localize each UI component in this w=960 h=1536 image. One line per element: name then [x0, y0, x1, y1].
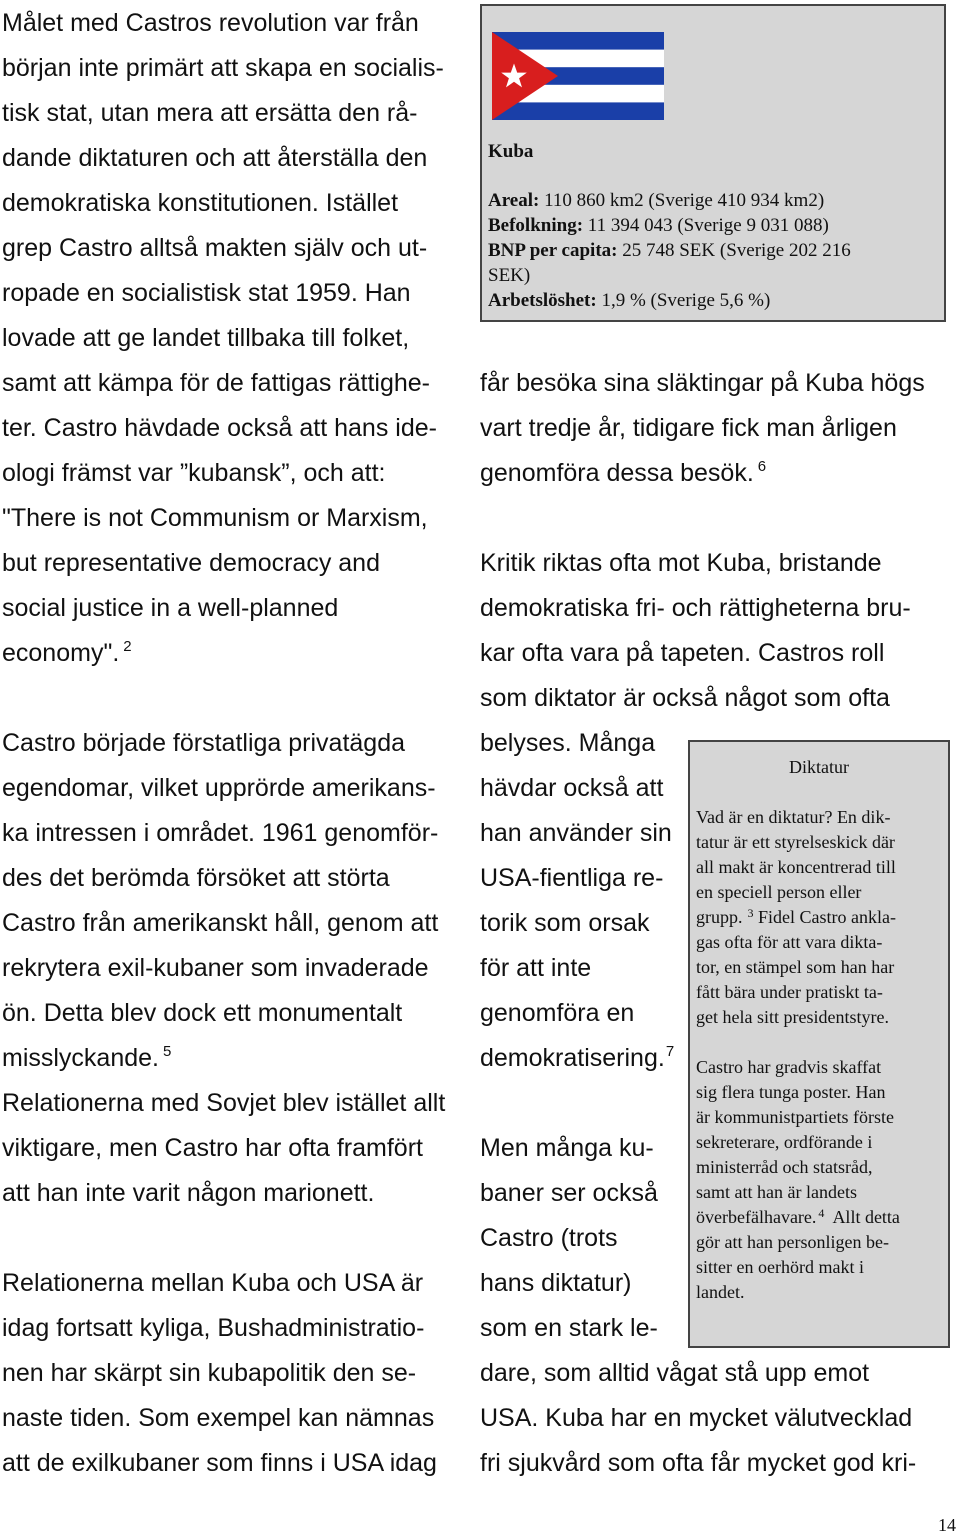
body-text-line: början inte primärt att skapa en socialis- [2, 54, 444, 82]
body-text-line: Kritik riktas ofta mot Kuba, bristande [480, 549, 882, 577]
info-box-line: Vad är en diktatur? En dik- [696, 807, 891, 827]
body-text-line: han använder sin [480, 819, 672, 847]
body-text-line: att han inte varit någon marionett. [2, 1179, 375, 1207]
info-box-line: sekreterare, ordförande i [696, 1132, 873, 1152]
body-text-line: belyses. Många [480, 729, 656, 757]
body-text-line: Målet med Castros revolution var från [2, 9, 419, 37]
info-box-line: landet. [696, 1282, 745, 1302]
info-box-line: gas ofta för att vara dikta- [696, 932, 883, 952]
fact-gdp-cont: SEK) [488, 265, 531, 286]
body-text-line: USA-fientliga re- [480, 864, 664, 892]
body-text-line: dande diktaturen och att återställa den [2, 144, 428, 172]
body-text-line: samt att kämpa för de fattigas rättighe- [2, 369, 430, 397]
body-text-line: Castro började förstatliga privatägda [2, 729, 406, 757]
fact-box-title: Kuba [488, 141, 534, 162]
body-text-line: Relationerna mellan Kuba och USA är [2, 1269, 424, 1297]
body-text-line: som diktator är också något som ofta [480, 684, 890, 712]
info-box-line: tatur är ett styrelseskick där [696, 832, 895, 852]
body-text-line: misslyckande. $^5$ [2, 1043, 172, 1072]
body-text-line: ka intressen i området. 1961 genomför- [2, 819, 439, 847]
fact-gdp: BNP per capita: 25 748 SEK (Sverige 202 216 [488, 240, 851, 261]
body-text-line: ologi främst var ”kubansk”, och att: [2, 459, 386, 487]
footnote-ref: 6 [757, 458, 767, 475]
info-box-title: Diktatur [789, 757, 849, 777]
info-box-line: är kommunistpartiets förste [696, 1107, 894, 1127]
quote-line: but representative democracy and [2, 549, 380, 577]
body-text-line: tisk stat, utan mera att ersätta den rå- [2, 99, 418, 127]
cuba-flag-icon [492, 32, 664, 120]
body-text-line: genomföra en [480, 999, 635, 1027]
info-box-line: samt att han är landets [696, 1182, 857, 1202]
info-box-line: sitter en oerhörd makt i [696, 1257, 864, 1277]
body-text-line: rekrytera exil-kubaner som invaderade [2, 954, 429, 982]
page-number: 14 [938, 1515, 956, 1535]
info-box-line: överbefälhavare. $^4$ Allt detta [696, 1206, 900, 1227]
footnote-ref: 2 [123, 638, 132, 655]
body-text-line: fri sjukvård som ofta får mycket god kri- [480, 1449, 917, 1477]
footnote-ref: 4 [818, 1206, 825, 1220]
body-text-line: får besöka sina släktingar på Kuba högs [480, 369, 925, 397]
body-text-line: genomföra dessa besök. $^6$ [480, 458, 767, 487]
dictatorship-info-box [688, 740, 950, 1348]
body-text-line: naste tiden. Som exempel kan nämnas [2, 1404, 435, 1432]
country-fact-box [480, 4, 946, 322]
body-text-line: ter. Castro hävdade också att hans ide- [2, 414, 437, 442]
body-text-line: Relationerna med Sovjet blev istället allt [2, 1089, 446, 1117]
info-box-line: en speciell person eller [696, 882, 862, 902]
info-box-line: get hela sitt presidentstyre. [696, 1007, 889, 1027]
info-box-line: sig flera tunga poster. Han [696, 1082, 886, 1102]
body-text-line: baner ser också [480, 1179, 658, 1207]
body-text-line: hans diktatur) [480, 1269, 632, 1297]
body-text-line: demokratiska fri- och rättigheterna bru- [480, 594, 911, 622]
body-text-line: ön. Detta blev dock ett monumentalt [2, 999, 403, 1027]
body-text-line: Castro (trots [480, 1224, 618, 1252]
body-text-line: des det berömda försöket att störta [2, 864, 390, 892]
body-text-line: Castro från amerikanskt håll, genom att [2, 909, 439, 937]
footnote-ref: 7 [665, 1043, 675, 1060]
body-text-line: USA. Kuba har en mycket välutvecklad [480, 1404, 913, 1432]
footnote-ref: 3 [747, 906, 754, 920]
body-text-line: nen har skärpt sin kubapolitik den se- [2, 1359, 417, 1387]
body-text-line: demokratisering.$^7$ [480, 1043, 675, 1072]
info-box-line: ministerråd och statsråd, [696, 1157, 873, 1177]
body-text-line: viktigare, men Castro har ofta framfört [2, 1134, 423, 1162]
body-text-line: ropade en socialistisk stat 1959. Han [2, 279, 411, 307]
quote-line: social justice in a well-planned [2, 594, 339, 622]
fact-unemployment: Arbetslöshet: 1,9 % (Sverige 5,6 %) [488, 290, 771, 311]
info-box-line: Castro har gradvis skaffat [696, 1057, 882, 1077]
quote-line: economy". $^2$ [2, 638, 132, 667]
body-text-line: grep Castro alltså makten själv och ut- [2, 234, 428, 262]
info-box-line: fått bära under pratiskt ta- [696, 982, 883, 1002]
body-text-line: för att inte [480, 954, 592, 982]
info-box-line: all makt är koncentrerad till [696, 857, 896, 877]
body-text-line: hävdar också att [480, 774, 664, 802]
body-text-line: vart tredje år, tidigare fick man årligen [480, 414, 897, 442]
info-box-line: tor, en stämpel som han har [696, 957, 895, 977]
body-text-line: dare, som alltid vågat stå upp emot [480, 1359, 870, 1387]
body-text-line: egendomar, vilket upprörde amerikans- [2, 774, 436, 802]
quote-line: "There is not Communism or Marxism, [2, 504, 428, 532]
fact-population: Befolkning: 11 394 043 (Sverige 9 031 088) [488, 215, 829, 236]
footnote-ref: 5 [163, 1043, 172, 1060]
body-text-line: torik som orsak [480, 909, 650, 937]
info-box-line: grupp. $^3$ Fidel Castro ankla- [696, 906, 896, 927]
body-text-line: som en stark le- [480, 1314, 658, 1342]
body-text-line: idag fortsatt kyliga, Bushadministratio- [2, 1314, 425, 1342]
body-text-line: lovade att ge landet tillbaka till folket, [2, 324, 410, 352]
body-text-line: kar ofta vara på tapeten. Castros roll [480, 639, 885, 667]
body-text-line: att de exilkubaner som finns i USA idag [2, 1449, 437, 1477]
fact-area: Areal: 110 860 km2 (Sverige 410 934 km2) [488, 190, 825, 211]
info-box-line: gör att han personligen be- [696, 1232, 889, 1252]
body-text-line: demokratiska konstitutionen. Istället [2, 189, 399, 217]
body-text-line: Men många ku- [480, 1134, 654, 1162]
